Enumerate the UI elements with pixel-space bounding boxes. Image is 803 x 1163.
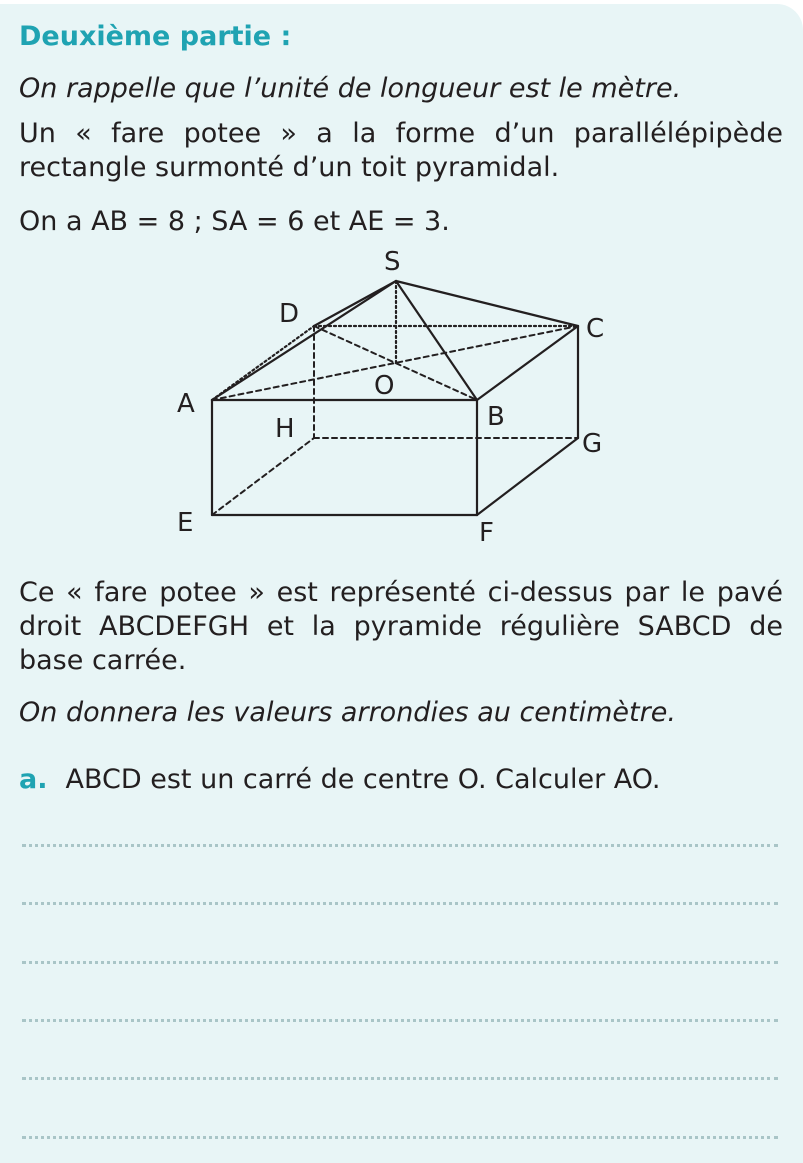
label-b: B (487, 402, 505, 432)
answer-line[interactable] (22, 844, 778, 847)
section-title: Deuxième partie : (19, 21, 292, 52)
answer-line[interactable] (22, 1077, 778, 1080)
intro-shape: Un « fare potee » a la forme d’un parallélépipède rectangle surmonté d’un toit pyramidal. (19, 118, 783, 183)
label-d: D (279, 299, 300, 329)
question-a (19, 763, 783, 797)
answer-line[interactable] (22, 961, 778, 964)
question-a-label: a. (19, 764, 48, 795)
label-s: S (384, 247, 401, 277)
label-f: F (479, 518, 494, 548)
intro-unit: On rappelle que l’unité de longueur est le mètre. (19, 73, 682, 104)
rounding-note: On donnera les valeurs arrondies au centimètre. (19, 697, 676, 728)
label-e: E (177, 508, 194, 538)
given-values: On a AB = 8 ; SA = 6 et AE = 3. (19, 206, 450, 237)
question-a-text: ABCD est un carré de centre O. Calculer AO. (65, 764, 661, 795)
figure-description: Ce « fare potee » est représenté ci-dessus par le pavé droit ABCDEFGH et la pyramide régulière SABCD de base carrée. (19, 577, 783, 676)
label-c: C (586, 314, 605, 344)
label-h: H (275, 414, 295, 444)
answer-line[interactable] (22, 902, 778, 905)
answer-line[interactable] (22, 1019, 778, 1022)
label-o: O (374, 371, 395, 401)
answer-line[interactable] (22, 1136, 778, 1139)
label-a: A (177, 389, 195, 419)
label-g: G (582, 429, 603, 459)
